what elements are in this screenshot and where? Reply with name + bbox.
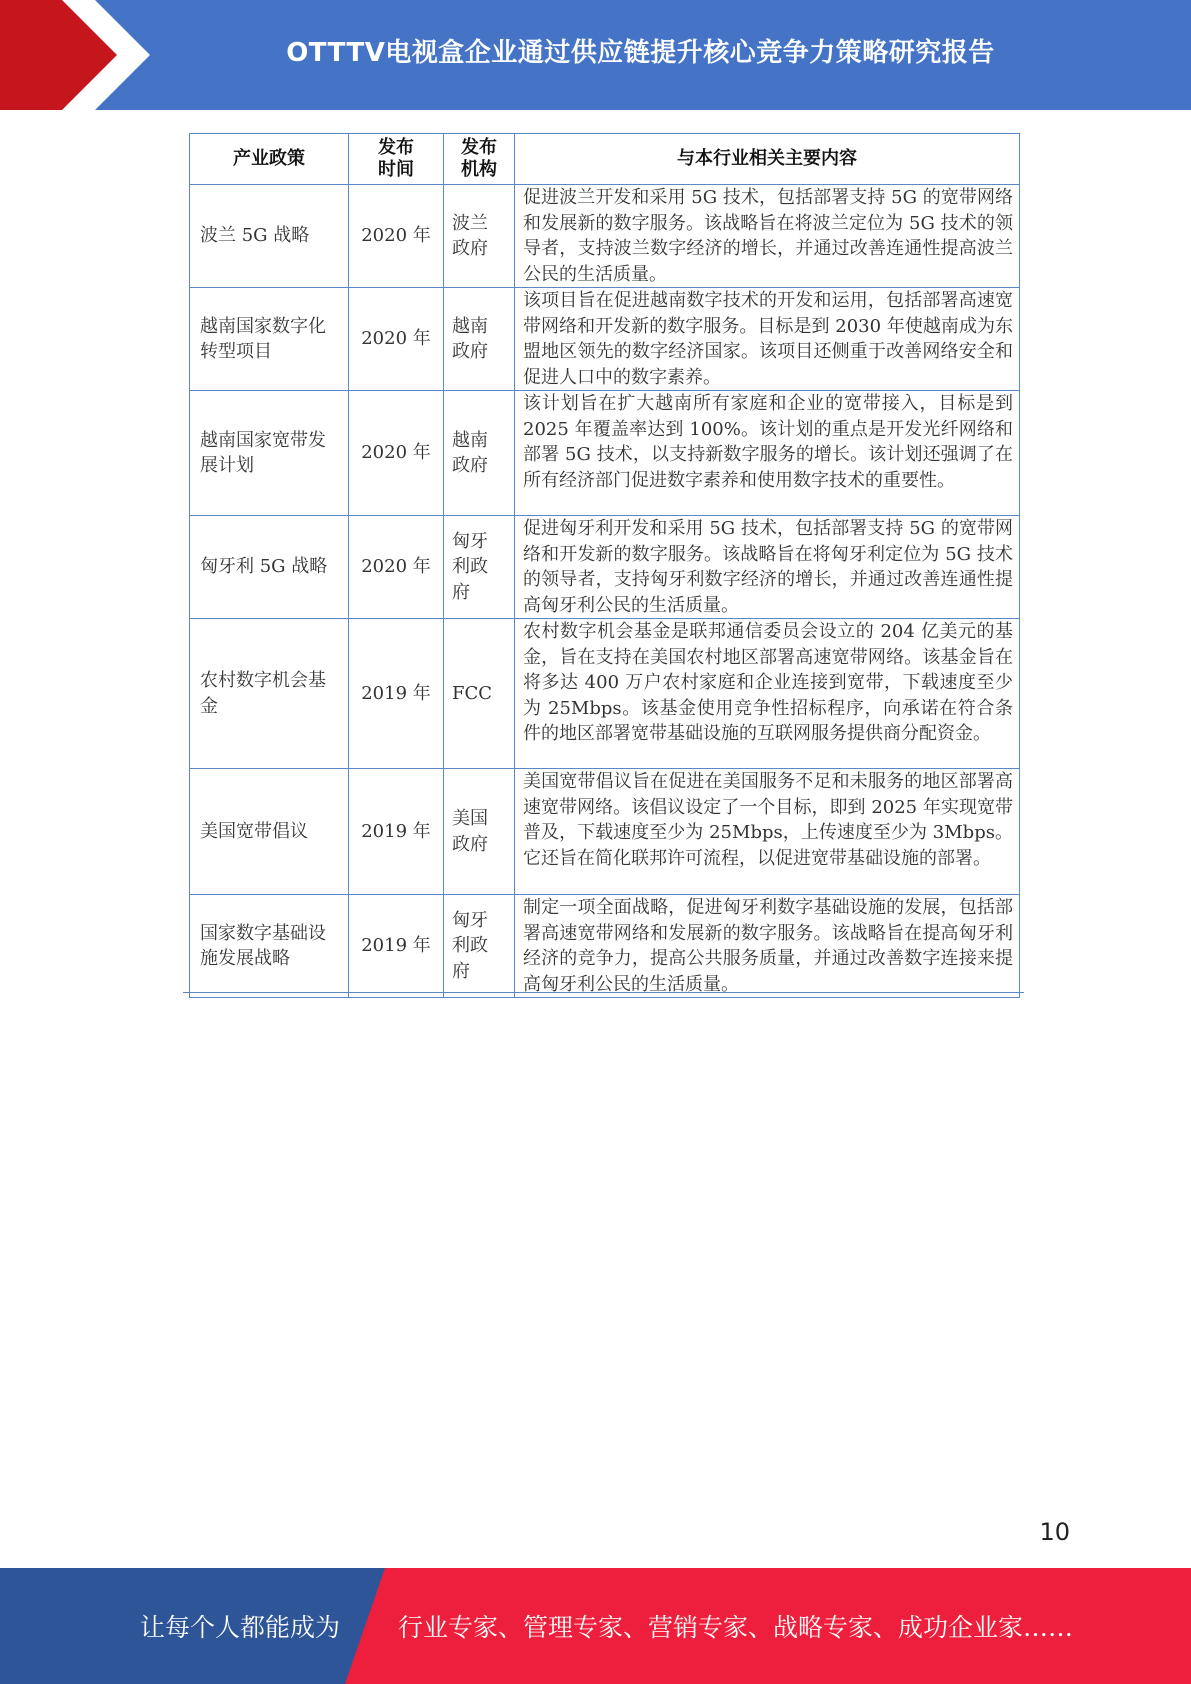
issuing-org-cell: 匈牙 利政 府 [444,895,515,998]
column-header-policy: 产业政策 [190,134,349,185]
footer-slogan-right: 行业专家、管理专家、营销专家、战略专家、成功企业家…… [398,1613,1074,1642]
table-bottom-rule [183,992,1024,993]
content-cell: 促进匈牙利开发和采用 5G 技术，包括部署支持 5G 的宽带网络和开发新的数字服务。该战略旨在将匈牙利定位为 5G 技术的领导者，支持匈牙利数字经济的增长，并通过改善连通性提高匈牙利公民的生活质量。 [515,516,1020,619]
table-header-row [190,134,1020,185]
report-title: OTTTV电视盒企业通过供应链提升核心竞争力策略研究报告 [286,37,995,68]
column-header-content: 与本行业相关主要内容 [515,134,1020,185]
issuing-org-cell: 波兰 政府 [444,185,515,288]
release-time-cell: 2019 年 [349,769,444,895]
table-row [190,391,1020,516]
issuing-org-cell: FCC [444,619,515,769]
content-cell: 美国宽带倡议旨在促进在美国服务不足和未服务的地区部署高速宽带网络。该倡议设定了一个目标，即到 2025 年实现宽带普及，下载速度至少为 25Mbps，上传速度至少为 3Mbps。它还旨在简化联邦许可流程，以促进宽带基础设施的部署。 [515,769,1020,895]
page-number: 10 [1039,1518,1070,1546]
table-row [190,769,1020,895]
release-time-cell: 2020 年 [349,516,444,619]
table-row [190,288,1020,391]
footer-slogan-left: 让每个人都能成为 [140,1613,341,1642]
table-row [190,619,1020,769]
footer-bar [0,1568,1191,1684]
policy-table-container [189,133,1019,998]
table-row [190,895,1020,998]
chevron-arrow-icon [0,0,160,110]
table-row [190,516,1020,619]
content-cell: 该计划旨在扩大越南所有家庭和企业的宽带接入，目标是到 2025 年覆盖率达到 100%。该计划的重点是开发光纤网络和部署 5G 技术，以支持新数字服务的增长。该计划还强调了在所有经济部门促进数字素养和使用数字技术的重要性。 [515,391,1020,516]
release-time-cell: 2019 年 [349,895,444,998]
issuing-org-cell: 越南 政府 [444,391,515,516]
issuing-org-cell: 越南 政府 [444,288,515,391]
release-time-cell: 2020 年 [349,391,444,516]
policy-name-cell: 国家数字基础设施发展战略 [190,895,349,998]
policy-name-cell: 波兰 5G 战略 [190,185,349,288]
content-cell: 促进波兰开发和采用 5G 技术，包括部署支持 5G 的宽带网络和发展新的数字服务。该战略旨在将波兰定位为 5G 技术的领导者，支持波兰数字经济的增长，并通过改善连通性提高波兰公民的生活质量。 [515,185,1020,288]
policy-name-cell: 农村数字机会基金 [190,619,349,769]
policy-name-cell: 越南国家宽带发展计划 [190,391,349,516]
table-row [190,185,1020,288]
release-time-cell: 2019 年 [349,619,444,769]
policy-name-cell: 美国宽带倡议 [190,769,349,895]
content-cell: 制定一项全面战略，促进匈牙利数字基础设施的发展，包括部署高速宽带网络和发展新的数字服务。该战略旨在提高匈牙利经济的竞争力，提高公共服务质量，并通过改善数字连接来提高匈牙利公民的生活质量。 [515,895,1020,998]
issuing-org-cell: 匈牙 利政 府 [444,516,515,619]
policy-name-cell: 匈牙利 5G 战略 [190,516,349,619]
column-header-org: 发布 机构 [444,134,515,185]
policy-table [189,133,1020,998]
content-cell: 该项目旨在促进越南数字技术的开发和运用，包括部署高速宽带网络和开发新的数字服务。目标是到 2030 年使越南成为东盟地区领先的数字经济国家。该项目还侧重于改善网络安全和促进人口中的数字素养。 [515,288,1020,391]
column-header-time: 发布 时间 [349,134,444,185]
issuing-org-cell: 美国 政府 [444,769,515,895]
release-time-cell: 2020 年 [349,185,444,288]
policy-name-cell: 越南国家数字化转型项目 [190,288,349,391]
content-cell: 农村数字机会基金是联邦通信委员会设立的 204 亿美元的基金，旨在支持在美国农村地区部署高速宽带网络。该基金旨在将多达 400 万户农村家庭和企业连接到宽带，下载速度至少为 25Mbps。该基金使用竞争性招标程序，向承诺在符合条件的地区部署宽带基础设施的互联网服务提供商分配资金。 [515,619,1020,769]
release-time-cell: 2020 年 [349,288,444,391]
header-bar [0,0,1191,110]
